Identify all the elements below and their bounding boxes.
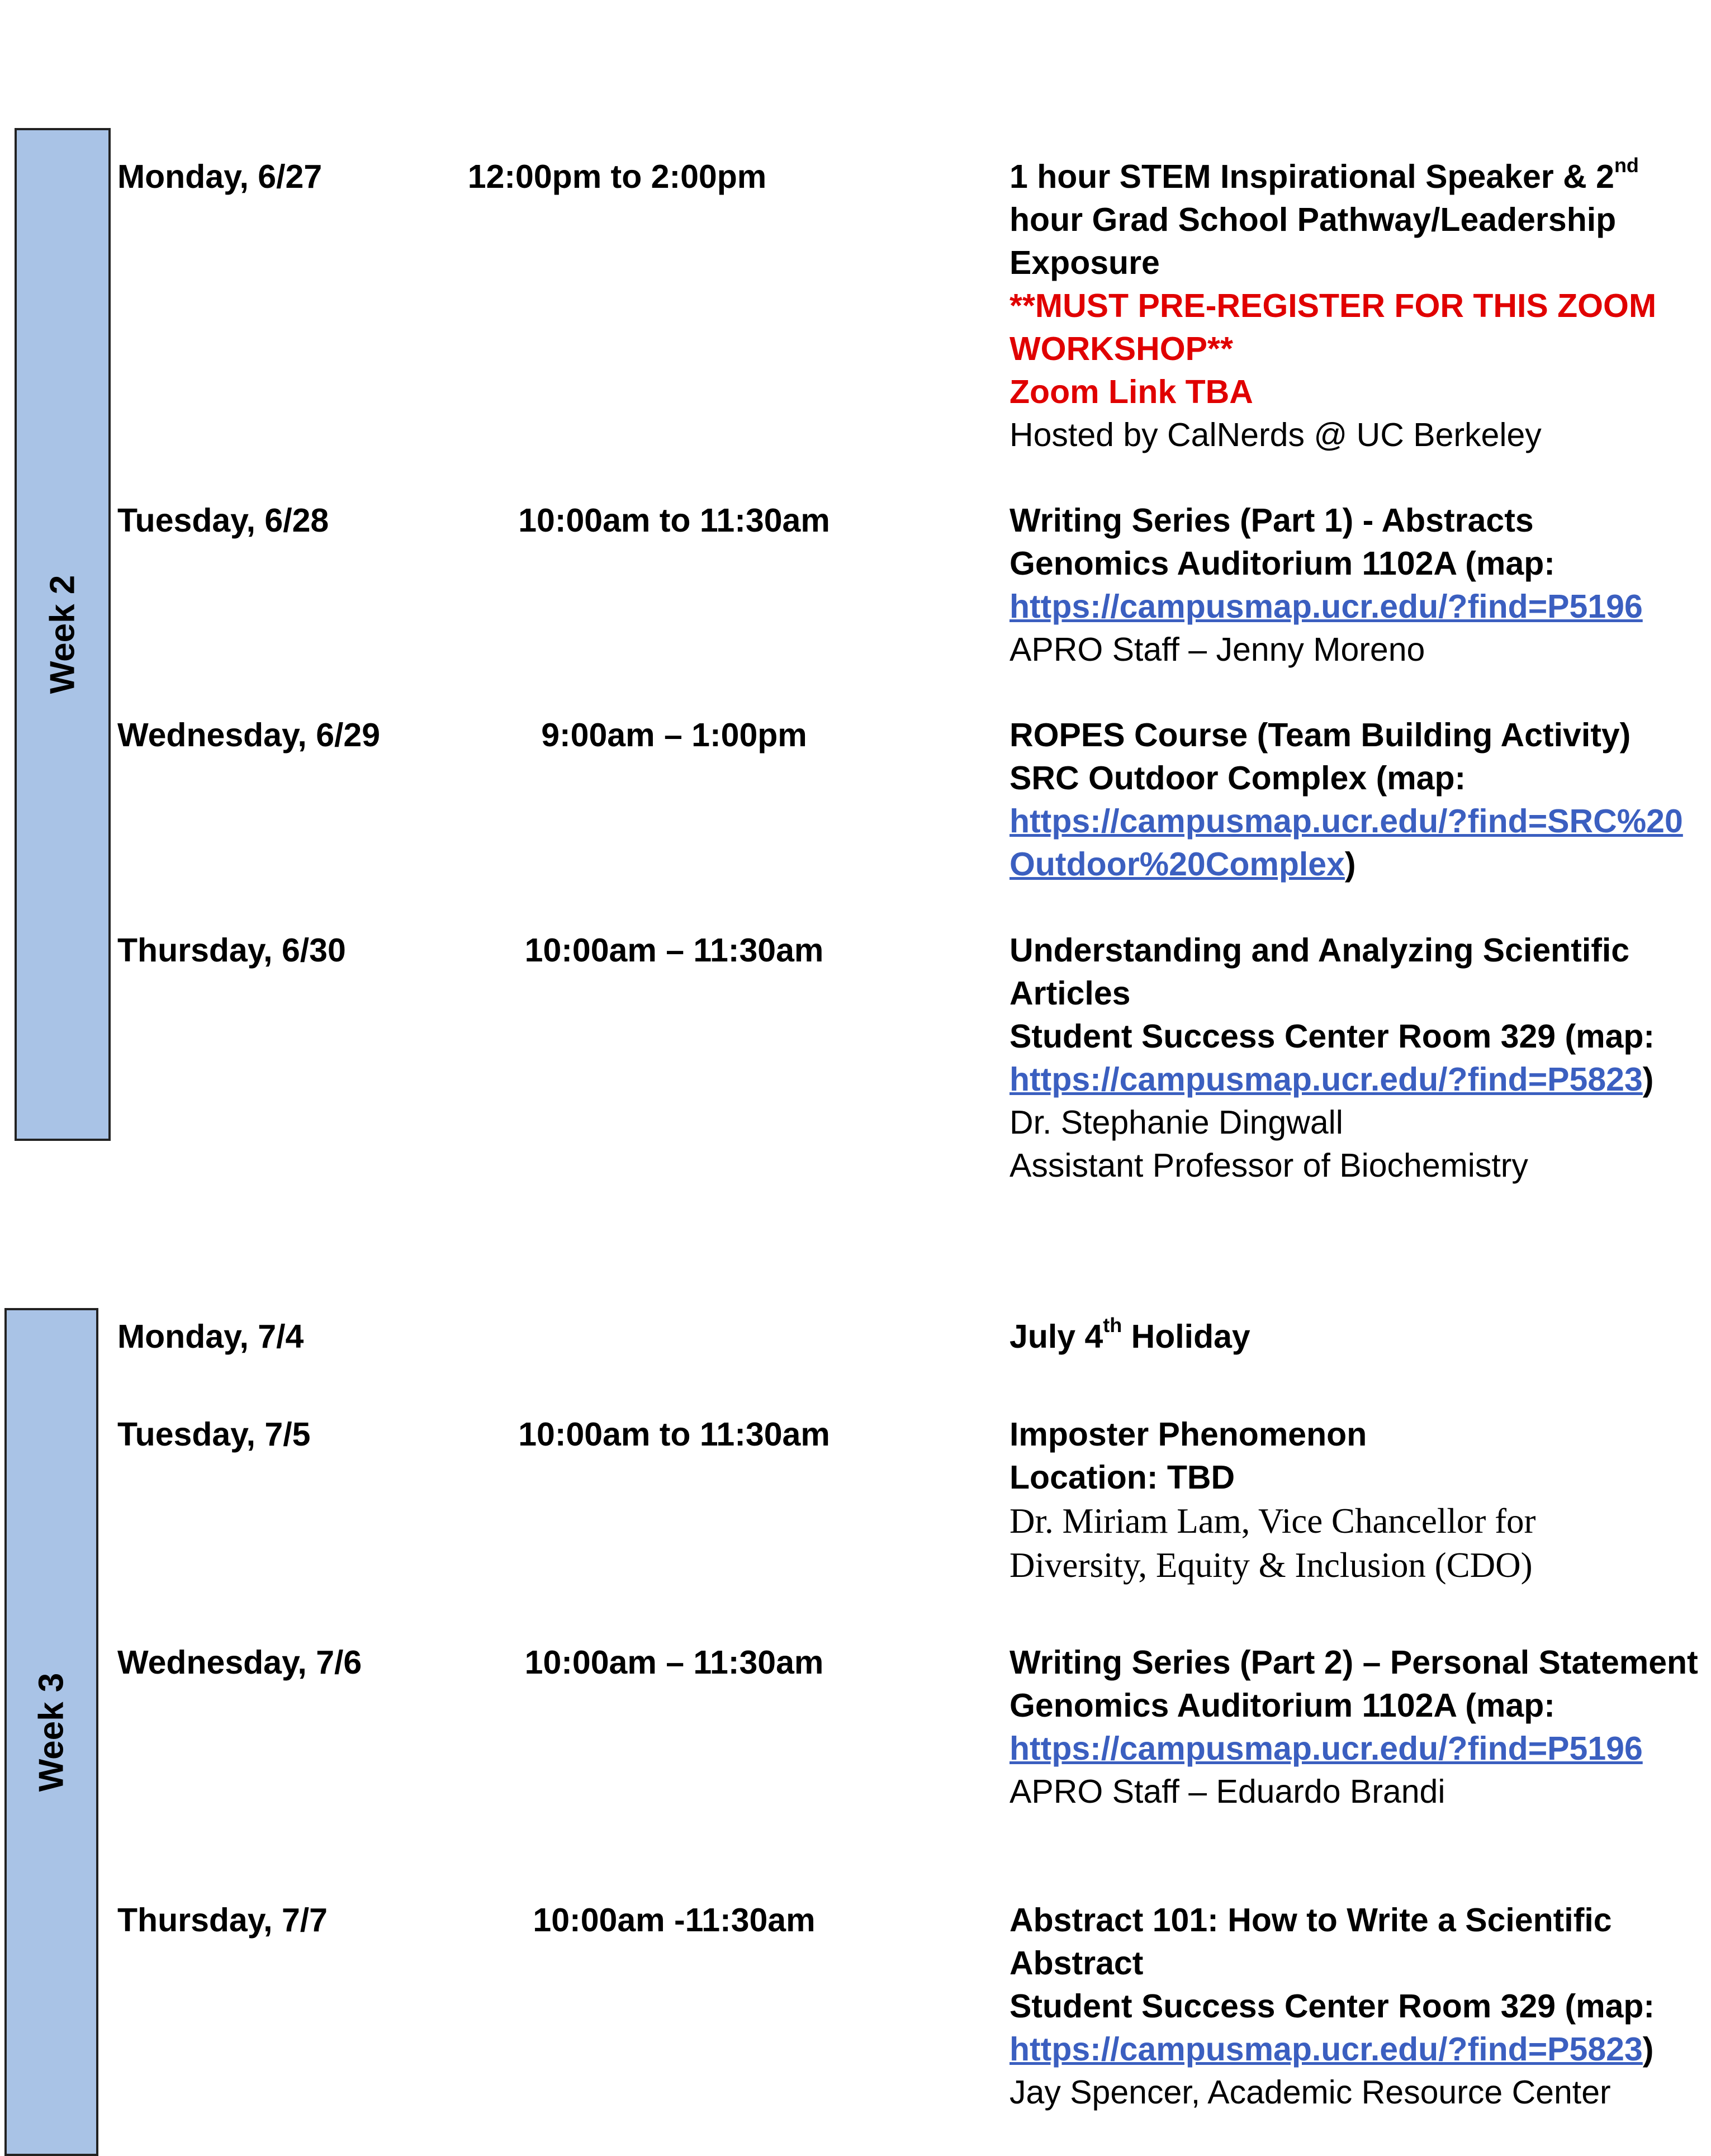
event-title-line: Exposure xyxy=(1009,244,1160,281)
event-host: Dr. Stephanie Dingwall xyxy=(1009,1104,1343,1141)
event-time: 12:00pm to 2:00pm xyxy=(467,158,767,195)
ordinal-suffix: th xyxy=(1103,1314,1122,1337)
ordinal-suffix: nd xyxy=(1614,154,1639,177)
closing-paren: ) xyxy=(1642,1061,1654,1098)
event-location: SRC Outdoor Complex (map: xyxy=(1009,760,1466,797)
event-location: Student Success Center Room 329 (map: xyxy=(1009,1988,1655,2025)
event-host-title: Assistant Professor of Biochemistry xyxy=(1009,1147,1528,1184)
map-link[interactable]: https://campusmap.ucr.edu/?find=P5823 xyxy=(1009,1061,1643,1098)
event-day: Wednesday, 7/6 xyxy=(117,1644,362,1681)
event-description xyxy=(1009,499,1643,671)
week-2-bar xyxy=(15,128,111,1141)
event-description xyxy=(1009,714,1683,886)
closing-paren: ) xyxy=(1344,846,1356,883)
event-host: APRO Staff – Jenny Moreno xyxy=(1009,631,1425,668)
event-time: 10:00am -11:30am xyxy=(533,1902,816,1939)
map-link[interactable]: https://campusmap.ucr.edu/?find=P5823 xyxy=(1009,2031,1643,2068)
event-time: 10:00am – 11:30am xyxy=(524,1644,824,1681)
event-host: Dr. Miriam Lam, Vice Chancellor for xyxy=(1009,1501,1536,1541)
event-title-line: Articles xyxy=(1009,975,1131,1012)
event-host: Hosted by CalNerds @ UC Berkeley xyxy=(1009,416,1542,453)
event-title: ROPES Course (Team Building Activity) xyxy=(1009,717,1631,754)
zoom-link-notice: Zoom Link TBA xyxy=(1009,373,1253,410)
event-title: July 4 xyxy=(1009,1318,1103,1355)
event-time: 10:00am to 11:30am xyxy=(518,502,830,539)
map-link[interactable]: https://campusmap.ucr.edu/?find=P5196 xyxy=(1009,588,1643,625)
closing-paren: ) xyxy=(1642,2031,1654,2068)
event-title-line: Abstract xyxy=(1009,1945,1144,1982)
event-title: Writing Series (Part 2) – Personal Statement xyxy=(1009,1644,1698,1681)
event-description xyxy=(1009,1315,1250,1358)
event-location: Genomics Auditorium 1102A (map: xyxy=(1009,1687,1555,1724)
week-3-bar xyxy=(4,1308,98,2156)
event-time: 9:00am – 1:00pm xyxy=(541,717,807,754)
event-title: Understanding and Analyzing Scientific xyxy=(1009,932,1630,969)
event-title: Abstract 101: How to Write a Scientific xyxy=(1009,1902,1612,1939)
event-day: Monday, 6/27 xyxy=(117,158,323,195)
event-title: Imposter Phenomenon xyxy=(1009,1416,1367,1453)
event-description xyxy=(1009,1413,1536,1588)
event-title-line: hour Grad School Pathway/Leadership xyxy=(1009,201,1617,238)
event-day: Tuesday, 7/5 xyxy=(117,1416,311,1453)
registration-notice: **MUST PRE-REGISTER FOR THIS ZOOM xyxy=(1009,287,1657,324)
event-description xyxy=(1009,1641,1698,1813)
event-title-rest: Holiday xyxy=(1122,1318,1250,1355)
map-link[interactable]: https://campusmap.ucr.edu/?find=P5196 xyxy=(1009,1730,1643,1767)
event-day: Monday, 7/4 xyxy=(117,1318,304,1355)
event-description xyxy=(1009,1899,1655,2114)
event-location: Genomics Auditorium 1102A (map: xyxy=(1009,545,1555,582)
event-host: APRO Staff – Eduardo Brandi xyxy=(1009,1773,1445,1810)
week-3-label: Week 3 xyxy=(32,1672,71,1792)
event-host: Jay Spencer, Academic Resource Center xyxy=(1009,2074,1611,2111)
event-day: Tuesday, 6/28 xyxy=(117,502,329,539)
registration-notice-line: WORKSHOP** xyxy=(1009,330,1233,367)
event-time: 10:00am to 11:30am xyxy=(518,1416,830,1453)
event-day: Thursday, 7/7 xyxy=(117,1902,328,1939)
event-title: 1 hour STEM Inspirational Speaker & 2 xyxy=(1009,158,1614,195)
event-day: Thursday, 6/30 xyxy=(117,932,346,969)
event-location: Student Success Center Room 329 (map: xyxy=(1009,1018,1655,1055)
event-title: Writing Series (Part 1) - Abstracts xyxy=(1009,502,1534,539)
event-description xyxy=(1009,929,1655,1187)
map-link-continued[interactable]: Outdoor%20Complex xyxy=(1009,846,1345,883)
event-host-line: Diversity, Equity & Inclusion (CDO) xyxy=(1009,1546,1533,1585)
event-time: 10:00am – 11:30am xyxy=(524,932,824,969)
event-location: Location: TBD xyxy=(1009,1459,1235,1496)
map-link[interactable]: https://campusmap.ucr.edu/?find=SRC%20 xyxy=(1009,803,1683,840)
event-description xyxy=(1009,155,1656,457)
week-2-label: Week 2 xyxy=(43,575,82,694)
event-day: Wednesday, 6/29 xyxy=(117,717,381,754)
